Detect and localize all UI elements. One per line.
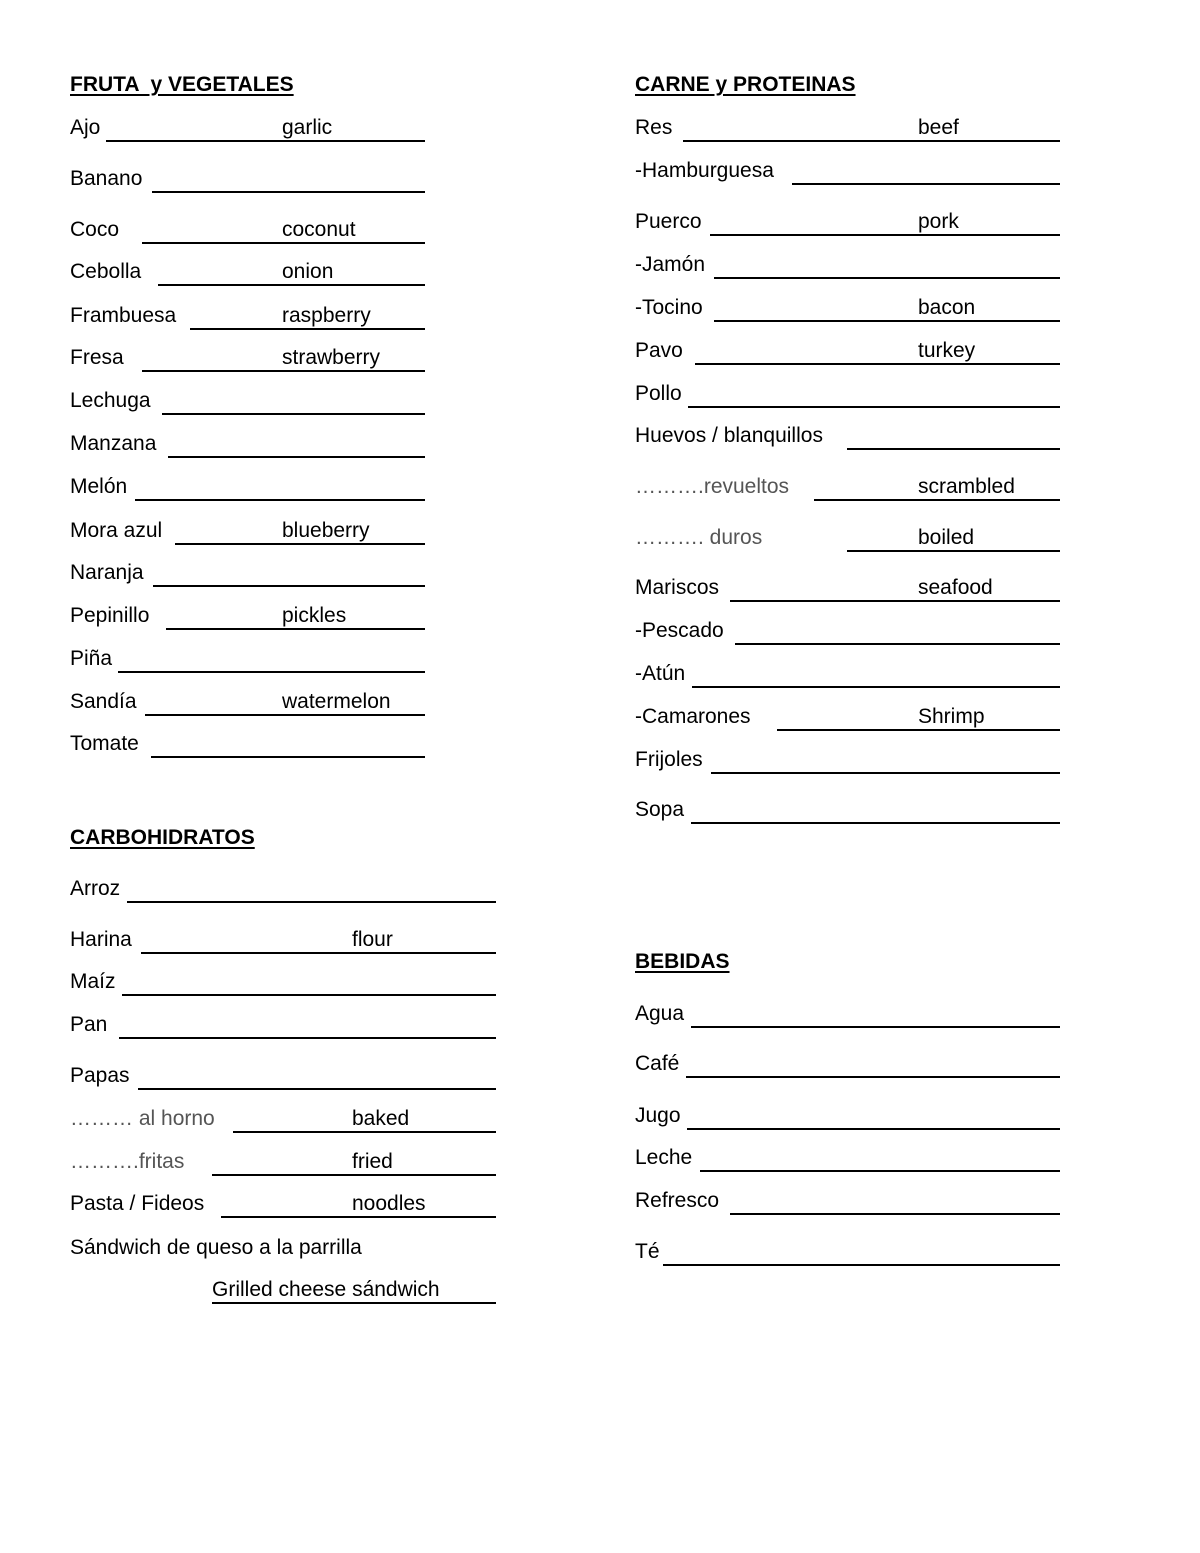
spanish-term: Coco — [70, 218, 120, 241]
english-translation: beef — [918, 116, 959, 139]
fruits-row[interactable] — [70, 260, 425, 286]
drinks-row[interactable] — [635, 1240, 1060, 1266]
english-translation: flour — [352, 928, 393, 951]
spanish-term: Maíz — [70, 970, 116, 993]
english-translation: pork — [918, 210, 959, 233]
meat-row[interactable] — [635, 475, 1060, 501]
spanish-term: Banano — [70, 167, 143, 190]
fruits-row[interactable] — [70, 218, 425, 244]
spanish-term: Agua — [635, 1002, 685, 1025]
english-translation: scrambled — [918, 475, 1015, 498]
spanish-term: Pepinillo — [70, 604, 150, 627]
meat-row[interactable] — [635, 116, 1060, 142]
drinks-row[interactable] — [635, 1002, 1060, 1028]
spanish-term: Frijoles — [635, 748, 703, 771]
drinks-heading: BEBIDAS — [635, 950, 730, 973]
fruits-row[interactable] — [70, 647, 425, 673]
spanish-term: ……… al horno — [70, 1107, 215, 1130]
english-translation: boiled — [918, 526, 975, 549]
drinks-row[interactable] — [635, 1052, 1060, 1078]
grilled-cheese-term: Sándwich de queso a la parrilla — [70, 1236, 362, 1259]
meat-row[interactable] — [635, 339, 1060, 365]
answer-line[interactable] — [730, 600, 1060, 602]
spanish-term: -Atún — [635, 662, 686, 685]
answer-line[interactable] — [714, 277, 1060, 279]
fruits-row[interactable] — [70, 604, 425, 630]
answer-line[interactable] — [138, 1088, 496, 1090]
spanish-term: Lechuga — [70, 389, 151, 412]
carbs-row[interactable] — [70, 1192, 496, 1218]
carbs-row[interactable] — [70, 1150, 496, 1176]
spanish-term: ……….fritas — [70, 1150, 185, 1173]
spanish-term: Pollo — [635, 382, 682, 405]
answer-line[interactable] — [127, 901, 496, 903]
spanish-term: Melón — [70, 475, 128, 498]
carbs-row[interactable] — [70, 1013, 496, 1039]
answer-line[interactable] — [168, 456, 425, 458]
english-translation: noodles — [352, 1192, 426, 1215]
grilled-cheese-row[interactable] — [212, 1278, 496, 1304]
fruits-row[interactable] — [70, 304, 425, 330]
carbs-row[interactable] — [70, 877, 496, 903]
spanish-term: Refresco — [635, 1189, 720, 1212]
carbs-row[interactable] — [70, 1107, 496, 1133]
spanish-term: Res — [635, 116, 673, 139]
meat-row[interactable] — [635, 576, 1060, 602]
fruits-row[interactable] — [70, 389, 425, 415]
answer-line[interactable] — [792, 183, 1060, 185]
answer-line[interactable] — [683, 140, 1060, 142]
answer-line[interactable] — [158, 284, 425, 286]
meat-row[interactable] — [635, 296, 1060, 322]
answer-line[interactable] — [153, 585, 425, 587]
fruits-row[interactable] — [70, 475, 425, 501]
drinks-row[interactable] — [635, 1104, 1060, 1130]
spanish-term: Jugo — [635, 1104, 681, 1127]
answer-line[interactable] — [145, 714, 425, 716]
meat-row[interactable] — [635, 210, 1060, 236]
answer-line[interactable] — [142, 242, 425, 244]
answer-line[interactable] — [233, 1131, 496, 1133]
answer-line[interactable] — [118, 671, 425, 673]
spanish-term: Fresa — [70, 346, 124, 369]
answer-line[interactable] — [700, 1170, 1060, 1172]
answer-line[interactable] — [152, 191, 425, 193]
spanish-term: Arroz — [70, 877, 121, 900]
answer-line[interactable] — [691, 822, 1060, 824]
english-translation: bacon — [918, 296, 976, 319]
spanish-term: ……….revueltos — [635, 475, 790, 498]
fruits-row[interactable] — [70, 561, 425, 587]
answer-line[interactable] — [710, 234, 1060, 236]
english-translation: strawberry — [282, 346, 381, 369]
meat-row[interactable] — [635, 705, 1060, 731]
spanish-term: Frambuesa — [70, 304, 177, 327]
spanish-term: -Hamburguesa — [635, 159, 774, 182]
spanish-term: Sopa — [635, 798, 685, 821]
answer-line[interactable] — [166, 628, 425, 630]
answer-line[interactable] — [190, 328, 425, 330]
fruits-heading: FRUTA y VEGETALES — [70, 73, 294, 96]
spanish-term: Cebolla — [70, 260, 142, 283]
answer-line[interactable] — [691, 1026, 1060, 1028]
meat-row[interactable] — [635, 253, 1060, 279]
english-translation: garlic — [282, 116, 333, 139]
answer-line[interactable] — [663, 1264, 1060, 1266]
answer-line[interactable] — [847, 448, 1060, 450]
spanish-term: -Jamón — [635, 253, 706, 276]
answer-line[interactable] — [212, 1174, 496, 1176]
spanish-term: Café — [635, 1052, 680, 1075]
english-translation: fried — [352, 1150, 393, 1173]
answer-line[interactable] — [142, 370, 425, 372]
meat-row[interactable] — [635, 526, 1060, 552]
english-translation: baked — [352, 1107, 410, 1130]
answer-line[interactable] — [212, 1302, 496, 1304]
carbs-heading: CARBOHIDRATOS — [70, 826, 255, 849]
carbs-row[interactable] — [70, 928, 496, 954]
fruits-row[interactable] — [70, 732, 425, 758]
spanish-term: Manzana — [70, 432, 157, 455]
answer-line[interactable] — [122, 994, 496, 996]
answer-line[interactable] — [162, 413, 425, 415]
answer-line[interactable] — [777, 729, 1060, 731]
answer-line[interactable] — [141, 952, 496, 954]
spanish-term: -Camarones — [635, 705, 751, 728]
answer-line[interactable] — [695, 363, 1060, 365]
meat-row[interactable] — [635, 159, 1060, 185]
answer-line[interactable] — [687, 1128, 1060, 1130]
meat-row[interactable] — [635, 382, 1060, 408]
english-translation: turkey — [918, 339, 976, 362]
english-translation: Shrimp — [918, 705, 985, 728]
fruits-row[interactable] — [70, 432, 425, 458]
answer-line[interactable] — [714, 320, 1060, 322]
spanish-term: Piña — [70, 647, 113, 670]
spanish-term: Papas — [70, 1064, 130, 1087]
spanish-term: Ajo — [70, 116, 101, 139]
fruits-row[interactable] — [70, 167, 425, 193]
fruits-row[interactable] — [70, 346, 425, 372]
spanish-term: ………. duros — [635, 526, 763, 549]
carbs-row[interactable] — [70, 970, 496, 996]
meat-heading: CARNE y PROTEINAS — [635, 73, 856, 96]
answer-line[interactable] — [119, 1037, 496, 1039]
fruits-row[interactable] — [70, 519, 425, 545]
english-translation: pickles — [282, 604, 347, 627]
spanish-term: Pasta / Fideos — [70, 1192, 205, 1215]
spanish-term: Harina — [70, 928, 132, 951]
english-translation: blueberry — [282, 519, 370, 542]
english-translation: onion — [282, 260, 334, 283]
drinks-row[interactable] — [635, 1146, 1060, 1172]
meat-row[interactable] — [635, 748, 1060, 774]
answer-line[interactable] — [692, 686, 1060, 688]
meat-row[interactable] — [635, 662, 1060, 688]
english-translation: seafood — [918, 576, 993, 599]
spanish-term: Puerco — [635, 210, 702, 233]
english-translation: raspberry — [282, 304, 371, 327]
answer-line[interactable] — [151, 756, 425, 758]
answer-line[interactable] — [735, 643, 1060, 645]
spanish-term: Huevos / blanquillos — [635, 424, 823, 447]
spanish-term: Té — [635, 1240, 660, 1263]
answer-line[interactable] — [730, 1213, 1060, 1215]
answer-line[interactable] — [847, 550, 1060, 552]
answer-line[interactable] — [221, 1216, 496, 1218]
spanish-term: Tomate — [70, 732, 139, 755]
spanish-term: Mora azul — [70, 519, 163, 542]
carbs-row[interactable] — [70, 1064, 496, 1090]
spanish-term: Leche — [635, 1146, 693, 1169]
spanish-term: -Pescado — [635, 619, 724, 642]
english-translation: coconut — [282, 218, 356, 241]
grilled-cheese-translation: Grilled cheese sándwich — [212, 1278, 440, 1301]
answer-line[interactable] — [686, 1076, 1060, 1078]
answer-line[interactable] — [135, 499, 425, 501]
answer-line[interactable] — [814, 499, 1060, 501]
spanish-term: Pavo — [635, 339, 683, 362]
spanish-term: Naranja — [70, 561, 144, 584]
meat-row[interactable] — [635, 424, 1060, 450]
answer-line[interactable] — [175, 543, 425, 545]
fruits-row[interactable] — [70, 690, 425, 716]
answer-line[interactable] — [688, 406, 1060, 408]
fruits-row[interactable] — [70, 116, 425, 142]
spanish-term: Sandía — [70, 690, 137, 713]
answer-line[interactable] — [106, 140, 425, 142]
meat-row[interactable] — [635, 798, 1060, 824]
spanish-term: -Tocino — [635, 296, 703, 319]
english-translation: watermelon — [282, 690, 391, 713]
answer-line[interactable] — [711, 772, 1060, 774]
spanish-term: Pan — [70, 1013, 108, 1036]
meat-row[interactable] — [635, 619, 1060, 645]
spanish-term: Mariscos — [635, 576, 720, 599]
drinks-row[interactable] — [635, 1189, 1060, 1215]
